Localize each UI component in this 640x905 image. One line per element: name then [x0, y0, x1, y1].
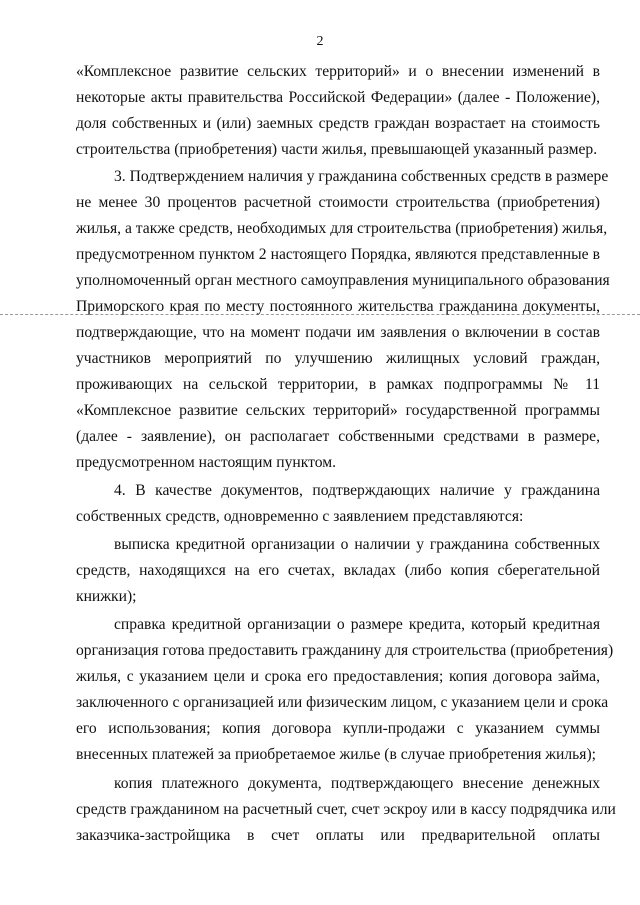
text-line: предусмотренном настоящим пунктом. — [76, 454, 336, 471]
text-line: 3. Подтверждением наличия у гражданина собственных средств в размере — [114, 168, 609, 185]
text-line: уполномоченный орган местного самоуправления муниципального образования — [76, 272, 610, 289]
text-line: «Комплексное развитие сельских территорий» и о внесении изменений в — [76, 63, 600, 80]
text-line: жилья, а также средств, необходимых для строительства (приобретения) жилья, — [76, 220, 608, 237]
text-line: средств гражданином на расчетный счет, счет эскроу или в кассу подрядчика или — [76, 801, 616, 818]
text-line: «Комплексное развитие сельских территорий» государственной программы — [76, 402, 600, 419]
text-line: заказчика-застройщика в счет оплаты или предварительной оплаты — [76, 827, 600, 844]
text-line: собственных средств, одновременно с заявлением представляются: — [76, 508, 524, 525]
text-line: строительства (приобретения) части жилья, превышающей указанный размер. — [76, 141, 598, 158]
text-line: проживающих на сельской территории, в рамках подпрограммы № 11 — [76, 376, 600, 393]
text-line: доля собственных и (или) заемных средств граждан возрастает на стоимость — [76, 115, 600, 132]
text-line: его использования; копия договора купли-продажи с указанием суммы — [76, 720, 600, 737]
text-line: выписка кредитной организации о наличии у гражданина собственных — [114, 536, 600, 553]
text-line: заключенного с организацией или физическим лицом, с указанием цели и срока — [76, 694, 609, 711]
text-line: средств, находящихся на его счетах, вкладах (либо копия сберегательной — [76, 562, 600, 579]
text-line: подтверждающие, что на момент подачи им заявления о включении в состав — [76, 324, 600, 341]
text-line: участников мероприятий по улучшению жилищных условий граждан, — [76, 350, 600, 367]
text-line: копия платежного документа, подтверждающего внесение денежных — [114, 775, 600, 792]
text-line: 4. В качестве документов, подтверждающих наличие у гражданина — [114, 482, 600, 499]
text-line: (далее - заявление), он располагает собственными средствами в размере, — [76, 428, 600, 445]
text-line: некоторые акты правительства Российской Федерации» (далее - Положение), — [76, 89, 600, 106]
text-line: внесенных платежей за приобретаемое жилье (в случае приобретения жилья); — [76, 746, 596, 763]
text-line: справка кредитной организации о размере кредита, который кредитная — [114, 616, 600, 633]
text-line: организация готова предоставить гражданину для строительства (приобретения) — [76, 642, 614, 659]
text-line: предусмотренном пунктом 2 настоящего Порядка, являются представленные в — [76, 246, 600, 263]
text-line: не менее 30 процентов расчетной стоимости строительства (приобретения) — [76, 194, 600, 211]
text-line: Приморского края по месту постоянного жительства гражданина документы, — [76, 298, 600, 315]
page-number: 2 — [316, 34, 324, 49]
text-line: книжки); — [76, 588, 137, 605]
text-line: жилья, с указанием цели и срока его предоставления; копия договора займа, — [76, 668, 600, 685]
